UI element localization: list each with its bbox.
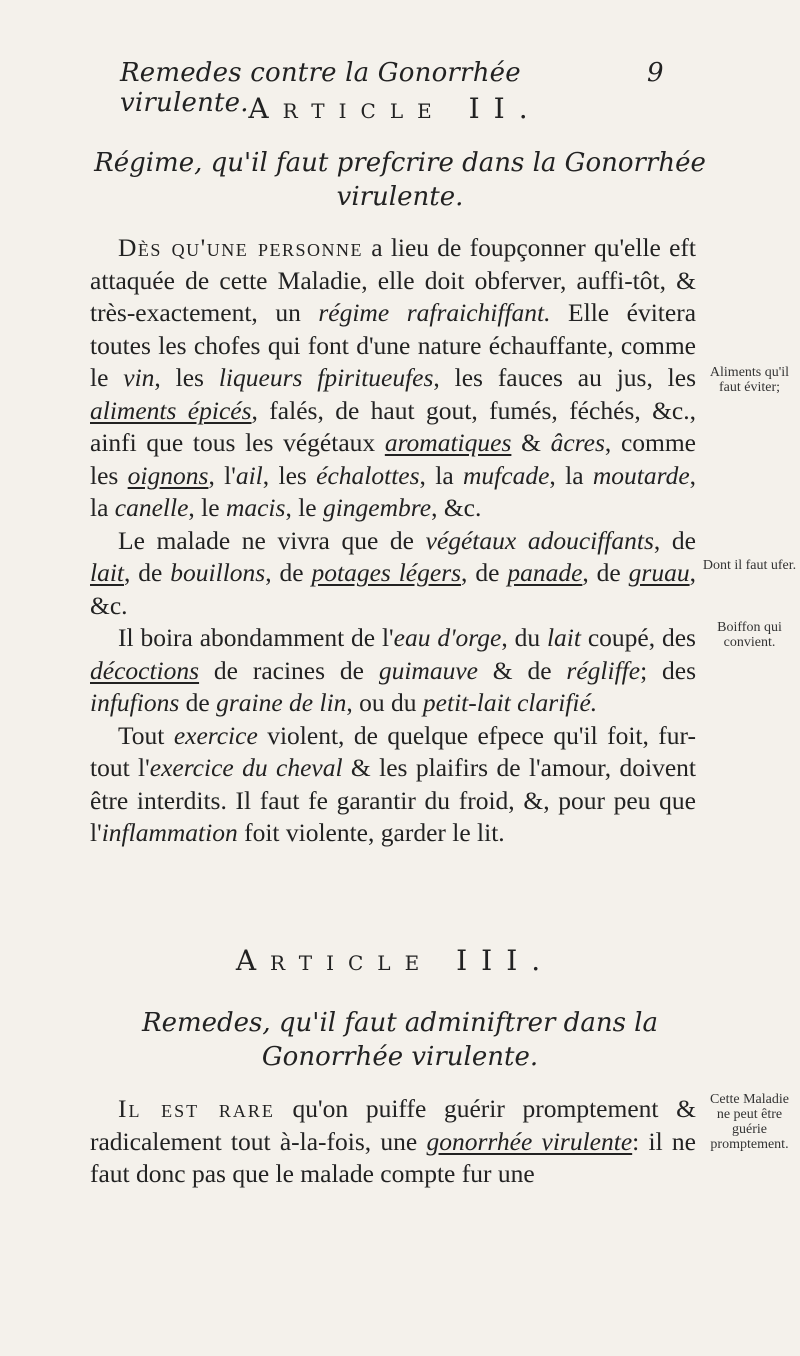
italic-text: lait bbox=[90, 558, 125, 587]
italic-text: bouillons bbox=[170, 558, 266, 587]
article-3-heading: Article III. bbox=[235, 944, 555, 977]
text: ; des bbox=[640, 655, 697, 685]
italic-text: exercice bbox=[173, 720, 258, 750]
text: Tout bbox=[118, 720, 174, 750]
italic-text: panade bbox=[507, 558, 583, 587]
article-3-subtitle: Remedes, qu'il faut adminiftrer dans la Gonorrhée virulente. bbox=[142, 1008, 658, 1072]
italic-text: gingembre bbox=[322, 493, 432, 522]
text: , les bbox=[262, 460, 317, 490]
text: , de bbox=[461, 558, 508, 587]
italic-text: ail bbox=[235, 460, 263, 490]
running-title: Remedes contre la Gonorrhée virulente. bbox=[120, 58, 521, 118]
italic-text: liqueurs fpiritueufes bbox=[218, 363, 434, 392]
italic-text: lait bbox=[546, 623, 581, 652]
paragraph bbox=[90, 1093, 696, 1191]
margin-note-boisson: Boiffon qui convient. bbox=[717, 620, 782, 650]
text: , la bbox=[90, 460, 697, 522]
text: , comme les bbox=[90, 428, 697, 490]
text: Il boira abondamment de l' bbox=[118, 623, 394, 652]
italic-text: régime rafraichiffant. bbox=[318, 298, 551, 327]
article-2-subtitle: Régime, qu'il faut prefcrire dans la Gonorrhée virulente. bbox=[94, 148, 706, 212]
text: , de bbox=[653, 525, 696, 555]
page-number: 9 bbox=[647, 58, 664, 88]
article-3-body bbox=[90, 1093, 696, 1191]
text: , l' bbox=[208, 460, 236, 490]
text: , le bbox=[285, 493, 323, 522]
text: violent, de quelque efpece qu'il foit, fur-tout l' bbox=[90, 720, 697, 782]
italic-text: échalottes bbox=[316, 460, 420, 490]
italic-text: âcres bbox=[550, 428, 605, 457]
italic-text: végétaux adouciffants bbox=[425, 525, 654, 555]
text: coupé, des bbox=[580, 623, 696, 652]
paragraph bbox=[90, 622, 696, 720]
italic-text: graine de lin bbox=[216, 688, 347, 717]
article-2-body bbox=[90, 232, 696, 850]
text: de bbox=[179, 688, 217, 717]
article-2-heading: Article II. bbox=[248, 92, 542, 125]
italic-text: macis bbox=[225, 493, 286, 522]
text: foit violente, garder le lit. bbox=[237, 818, 505, 847]
italic-text: vin bbox=[123, 363, 155, 392]
text: & bbox=[511, 428, 551, 457]
text: , falés, de haut gout, fumés, féchés, &c., ainfi que tous les végétaux bbox=[90, 395, 696, 457]
italic-text: eau d'orge bbox=[393, 623, 502, 652]
text: , ou du bbox=[346, 688, 423, 717]
italic-text: potages légers bbox=[311, 558, 462, 587]
text: Le malade ne vivra que de bbox=[118, 525, 426, 555]
text: & les plaifirs de l'amour, doivent être interdits. Il faut fe garantir du froid, &, pour peu que l' bbox=[90, 753, 697, 847]
text: & de bbox=[477, 655, 567, 685]
text: , &c. bbox=[90, 558, 696, 620]
paragraph-lead: Dès qu'une personne bbox=[118, 233, 364, 262]
margin-note-aliments: Aliments qu'il faut éviter; bbox=[709, 365, 790, 395]
text: a lieu de foupçonner qu'elle eft attaquée de cette Maladie, elle doit obferver, auffi-tôt, & très-exactement, un bbox=[90, 233, 696, 327]
italic-text: canelle bbox=[114, 493, 189, 522]
text: qu'on puiffe guérir promptement & radicalement tout à-la-fois, une bbox=[90, 1094, 696, 1156]
paragraph bbox=[90, 525, 696, 623]
italic-text: gonorrhée virulente bbox=[426, 1126, 633, 1156]
text: , de bbox=[124, 558, 171, 587]
margin-note-dont-il-faut: Dont il faut ufer. bbox=[702, 558, 797, 573]
paragraph bbox=[90, 720, 696, 850]
italic-text: aromatiques bbox=[384, 428, 512, 457]
italic-text: exercice du cheval bbox=[149, 753, 343, 782]
paragraph-lead: Il est rare bbox=[118, 1094, 275, 1123]
italic-text: inflammation bbox=[101, 818, 238, 847]
italic-text: régliffe bbox=[566, 655, 641, 685]
italic-text: infufions bbox=[90, 688, 180, 717]
margin-note-maladie: Cette Maladie ne peut être guérie promptement. bbox=[710, 1092, 789, 1152]
text: , les fauces au jus, les bbox=[433, 363, 697, 392]
italic-text: aliments épicés bbox=[90, 395, 252, 425]
text: , de bbox=[265, 558, 312, 587]
italic-text: décoctions bbox=[90, 655, 200, 685]
italic-text: petit-lait clarifié. bbox=[422, 688, 598, 717]
text: : il ne faut donc pas que le malade compte fur une bbox=[90, 1126, 696, 1188]
text: , la bbox=[549, 460, 593, 490]
italic-text: oignons bbox=[127, 460, 209, 490]
text: , de bbox=[582, 558, 629, 587]
text: , le bbox=[188, 493, 226, 522]
italic-text: guimauve bbox=[378, 655, 478, 685]
text: Elle évitera toutes les chofes qui font d'une nature échauffante, comme le bbox=[90, 298, 697, 392]
text: , du bbox=[501, 623, 547, 652]
italic-text: gruau bbox=[628, 558, 690, 587]
text: , la bbox=[419, 460, 464, 490]
italic-text: mufcade bbox=[463, 460, 550, 490]
italic-text: moutarde bbox=[592, 460, 690, 490]
text: , les bbox=[154, 363, 219, 392]
paragraph bbox=[90, 232, 696, 525]
text: , &c. bbox=[431, 493, 482, 522]
text: de racines de bbox=[199, 655, 379, 685]
